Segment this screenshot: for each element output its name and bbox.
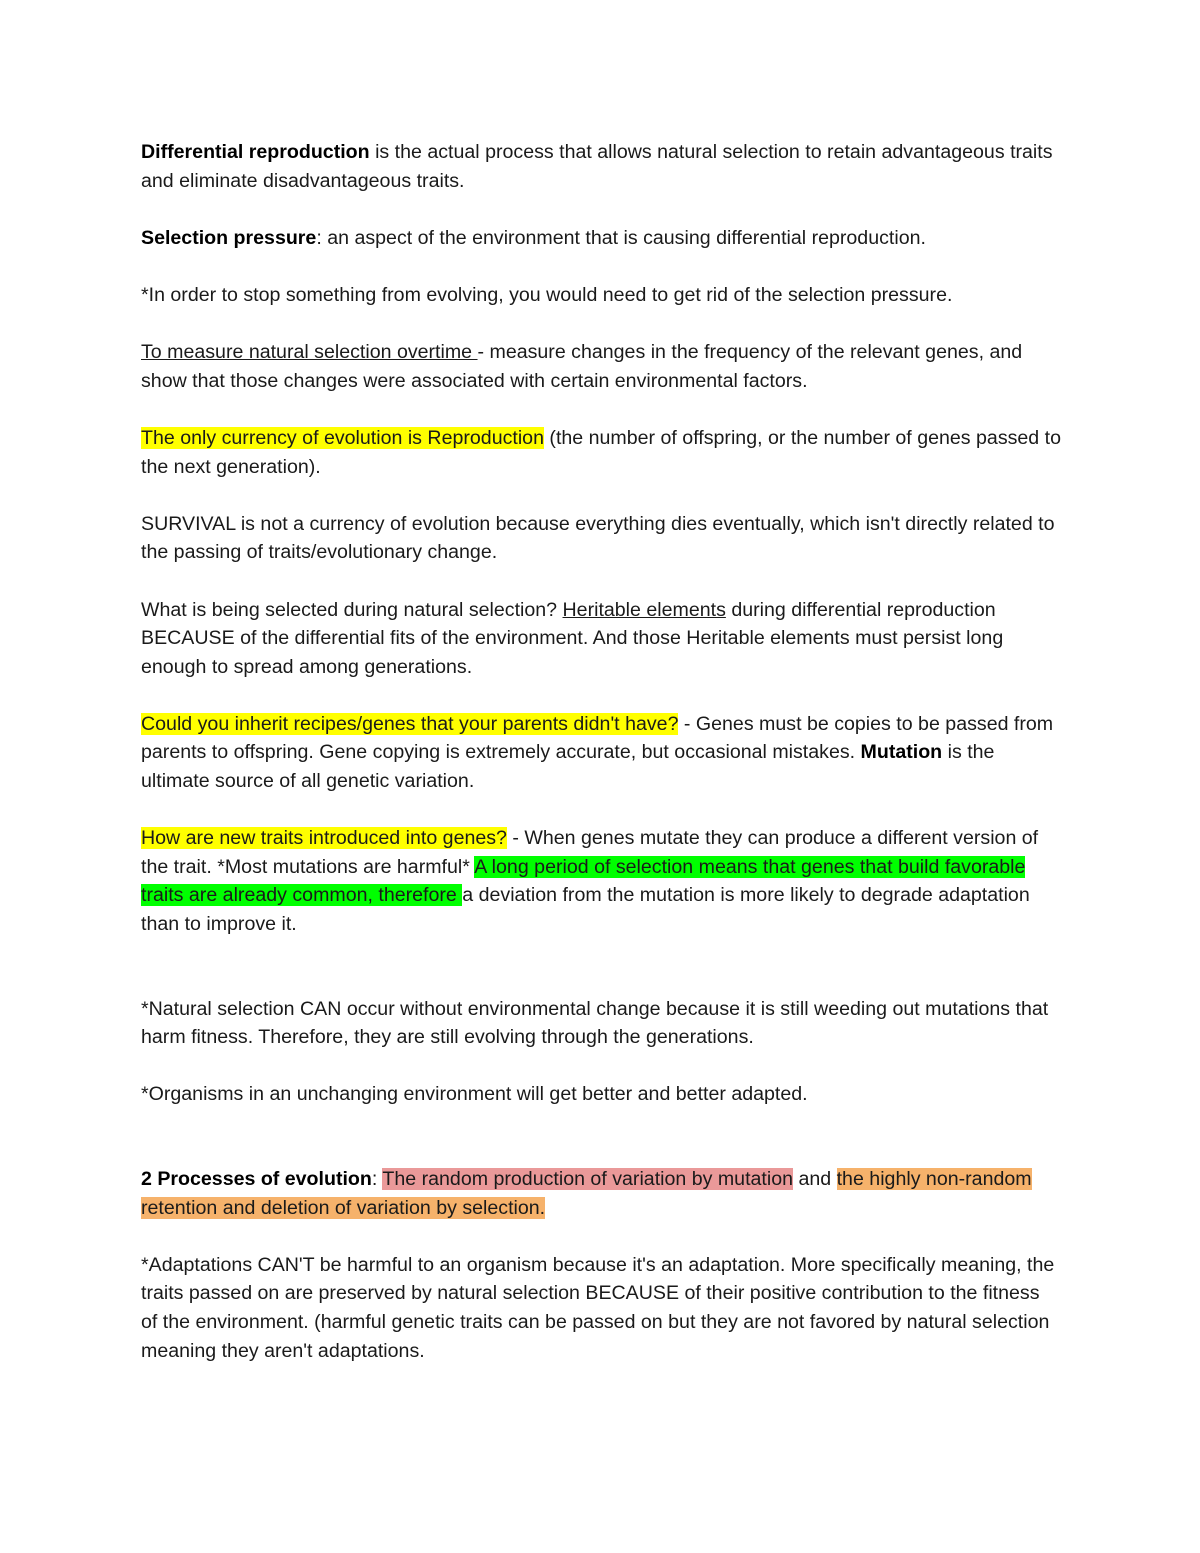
document-page	[141, 138, 1061, 1365]
highlighted-text-yellow: Could you inherit recipes/genes that your parents didn't have?	[141, 712, 679, 735]
note-text: *Natural selection CAN occur without environmental change because it is still weeding out mutations that harm fitness. Therefore, they are still evolving through the generations.	[141, 997, 1049, 1049]
body-text: - measure changes in the frequency of the relevant genes, and show that those changes were associated with certain environmental factors.	[141, 341, 1023, 392]
underlined-term: Heritable elements	[562, 598, 726, 621]
paragraph-survival	[141, 510, 1061, 567]
body-text: is the ultimate source of all genetic variation.	[141, 741, 995, 793]
paragraph-no-environmental-change	[141, 995, 1061, 1052]
highlighted-text-yellow: How are new traits introduced into genes?	[141, 827, 507, 850]
body-text: (the number of offspring, or the number of genes passed to the next generation).	[141, 426, 1061, 478]
note-text: *Organisms in an unchanging environment will get better and better adapted.	[141, 1083, 808, 1106]
highlighted-text-orange: the highly non-random retention and deletion of variation by selection.	[141, 1168, 1032, 1219]
note-text: *Adaptations CAN'T be harmful to an organism because it's an adaptation. More specifically meaning, the traits passed on are preserved by natural selection BECAUSE of their positive contribution to the fitness of the environment. (harmful genetic traits can be passed on but they are not favored by natural selection meaning they aren't adaptations.	[141, 1253, 1055, 1362]
paragraph-currency-of-evolution	[141, 424, 1061, 481]
term-selection-pressure: Selection pressure	[141, 226, 317, 249]
body-text: during differential reproduction BECAUSE of the differential fits of the environment. And those Heritable elements must persist long enough to spread among generations.	[141, 598, 1004, 678]
body-text: and	[793, 1168, 837, 1190]
body-text: What is being selected during natural selection?	[141, 598, 563, 621]
term-mutation: Mutation	[860, 741, 943, 764]
term-differential-reproduction: Differential reproduction	[141, 141, 370, 163]
paragraph-stop-evolving	[141, 281, 1061, 310]
paragraph-inherit-recipes	[141, 710, 1061, 796]
paragraph-what-is-selected	[141, 596, 1061, 682]
paragraph-measure-selection	[141, 338, 1061, 395]
definition-text: is the actual process that allows natural selection to retain advantageous traits and eliminate disadvantageous traits.	[141, 141, 1053, 192]
highlighted-text-yellow: The only currency of evolution is Reproduction	[141, 426, 544, 449]
paragraph-adaptations	[141, 1251, 1061, 1365]
highlighted-text-red: The random production of variation by mutation	[382, 1168, 794, 1190]
body-text: a deviation from the mutation is more likely to degrade adaptation than to improve it.	[141, 884, 1030, 936]
term-two-processes: 2 Processes of evolution	[141, 1168, 372, 1190]
paragraph-new-traits	[141, 824, 1061, 938]
paragraph-selection-pressure	[141, 224, 1061, 253]
note-text: *In order to stop something from evolving, you would need to get rid of the selection pressure.	[141, 283, 953, 306]
paragraph-two-processes	[141, 1165, 1061, 1222]
body-text: - When genes mutate they can produce a different version of the trait. *Most mutations are harmful*	[141, 827, 1039, 878]
paragraph-differential-reproduction	[141, 138, 1061, 195]
paragraph-unchanging-environment	[141, 1080, 1061, 1109]
body-text: - Genes must be copies to be passed from parents to offspring. Gene copying is extremely accurate, but occasional mistakes.	[141, 712, 1054, 764]
body-text: SURVIVAL is not a currency of evolution because everything dies eventually, which isn't directly related to the passing of traits/evolutionary change.	[141, 512, 1055, 564]
definition-text: : an aspect of the environment that is causing differential reproduction.	[316, 226, 926, 249]
highlighted-text-green: A long period of selection means that genes that build favorable traits are already common, therefore	[141, 855, 1026, 907]
body-text: :	[371, 1168, 383, 1190]
underlined-heading: To measure natural selection overtime	[141, 341, 478, 364]
